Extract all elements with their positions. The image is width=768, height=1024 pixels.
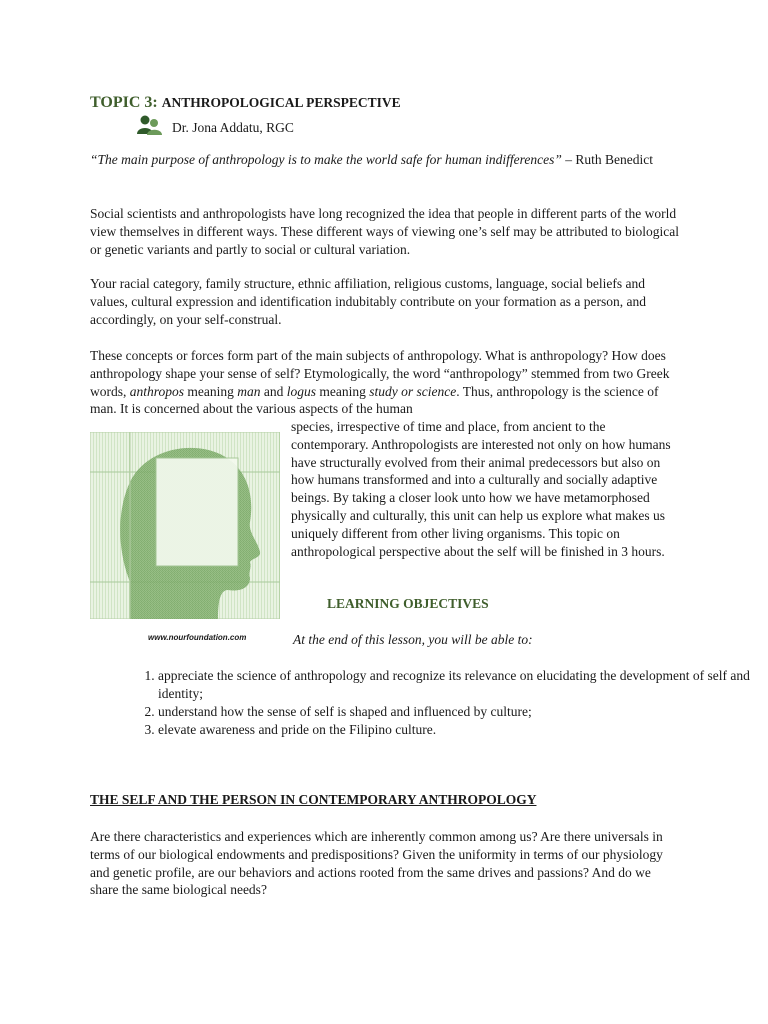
- people-icon: [136, 114, 164, 141]
- author-name: Dr. Jona Addatu, RGC: [172, 119, 294, 135]
- definition-text-e: . Thus, anthropology is the science of man. It is concerned about the various aspects of the human: [90, 383, 659, 417]
- topic-label: TOPIC 3:: [90, 94, 158, 111]
- list-item: 3. elevate awareness and pride on the Filipino culture.: [158, 721, 758, 739]
- quote-attribution: – Ruth Benedict: [561, 152, 653, 167]
- paragraph-questions: Are there characteristics and experiences which are inherently common among us? Are there universals in terms of our biological endowments and predispositions? Given the uniformity in terms of our physiology and genetic profile, are our behaviors and actions rooted from the same drives and passions? And do we share the same biological needs?: [90, 829, 663, 898]
- learning-objectives-intro: At the end of this lesson, you will be able to:: [293, 632, 533, 647]
- definition-text-a: These concepts or forces form part of the main subjects of anthropology. What is anthropology? How does anthropology shape your sense of self? Etymologically, the word “anthropology” stemmed from two Greek words,: [90, 348, 670, 399]
- opening-quote: [90, 151, 680, 169]
- learning-objectives-heading: LEARNING OBJECTIVES: [327, 596, 489, 611]
- term-man: man: [237, 383, 261, 399]
- definition-text-d: meaning: [316, 383, 370, 399]
- list-item: 1. appreciate the science of anthropology and recognize its relevance on elucidating the development of self and identity;: [158, 667, 758, 703]
- definition-text-c: and: [260, 383, 287, 399]
- term-study: study or science: [369, 383, 457, 399]
- paragraph-factors: Your racial category, family structure, ethnic affiliation, religious customs, language, social beliefs and values, cultural expression and identification indubitably contribute on your formation as a person, and accordingly, on your self-construal.: [90, 276, 646, 327]
- section-heading: THE SELF AND THE PERSON IN CONTEMPORARY ANTHROPOLOGY: [90, 792, 537, 807]
- head-profile-illustration: [90, 432, 280, 619]
- paragraph-definition: [90, 347, 680, 418]
- author-row: [136, 114, 294, 141]
- quote-text: “The main purpose of anthropology is to make the world safe for human indifferences”: [90, 152, 562, 167]
- paragraph-intro: Social scientists and anthropologists have long recognized the idea that people in different parts of the world view themselves in different ways. These different ways of viewing one’s self may be attributed to biological or genetic variants and partly to social or cultural variation.: [90, 206, 679, 257]
- paragraph-scope: species, irrespective of time and place, from ancient to the contemporary. Anthropologists are interested not only on how humans have structurally evolved from their animal predecessors but also on how humans transformed and into a culturally and socially adaptive beings. By taking a closer look unto how we have metamorphosed physically and culturally, this unit can help us explore what makes us uniquely different from other living organisms. This topic on anthropological perspective about the self will be finished in 3 hours.: [291, 419, 671, 559]
- term-anthropos: anthropos: [129, 383, 185, 399]
- definition-text-b: meaning: [184, 383, 238, 399]
- list-item: 2. understand how the sense of self is shaped and influenced by culture;: [158, 703, 758, 721]
- objectives-list: [90, 667, 758, 739]
- figure-caption: www.nourfoundation.com: [148, 633, 247, 642]
- topic-heading: [90, 94, 401, 112]
- topic-title: ANTHROPOLOGICAL PERSPECTIVE: [161, 95, 401, 110]
- term-logus: logus: [286, 383, 317, 399]
